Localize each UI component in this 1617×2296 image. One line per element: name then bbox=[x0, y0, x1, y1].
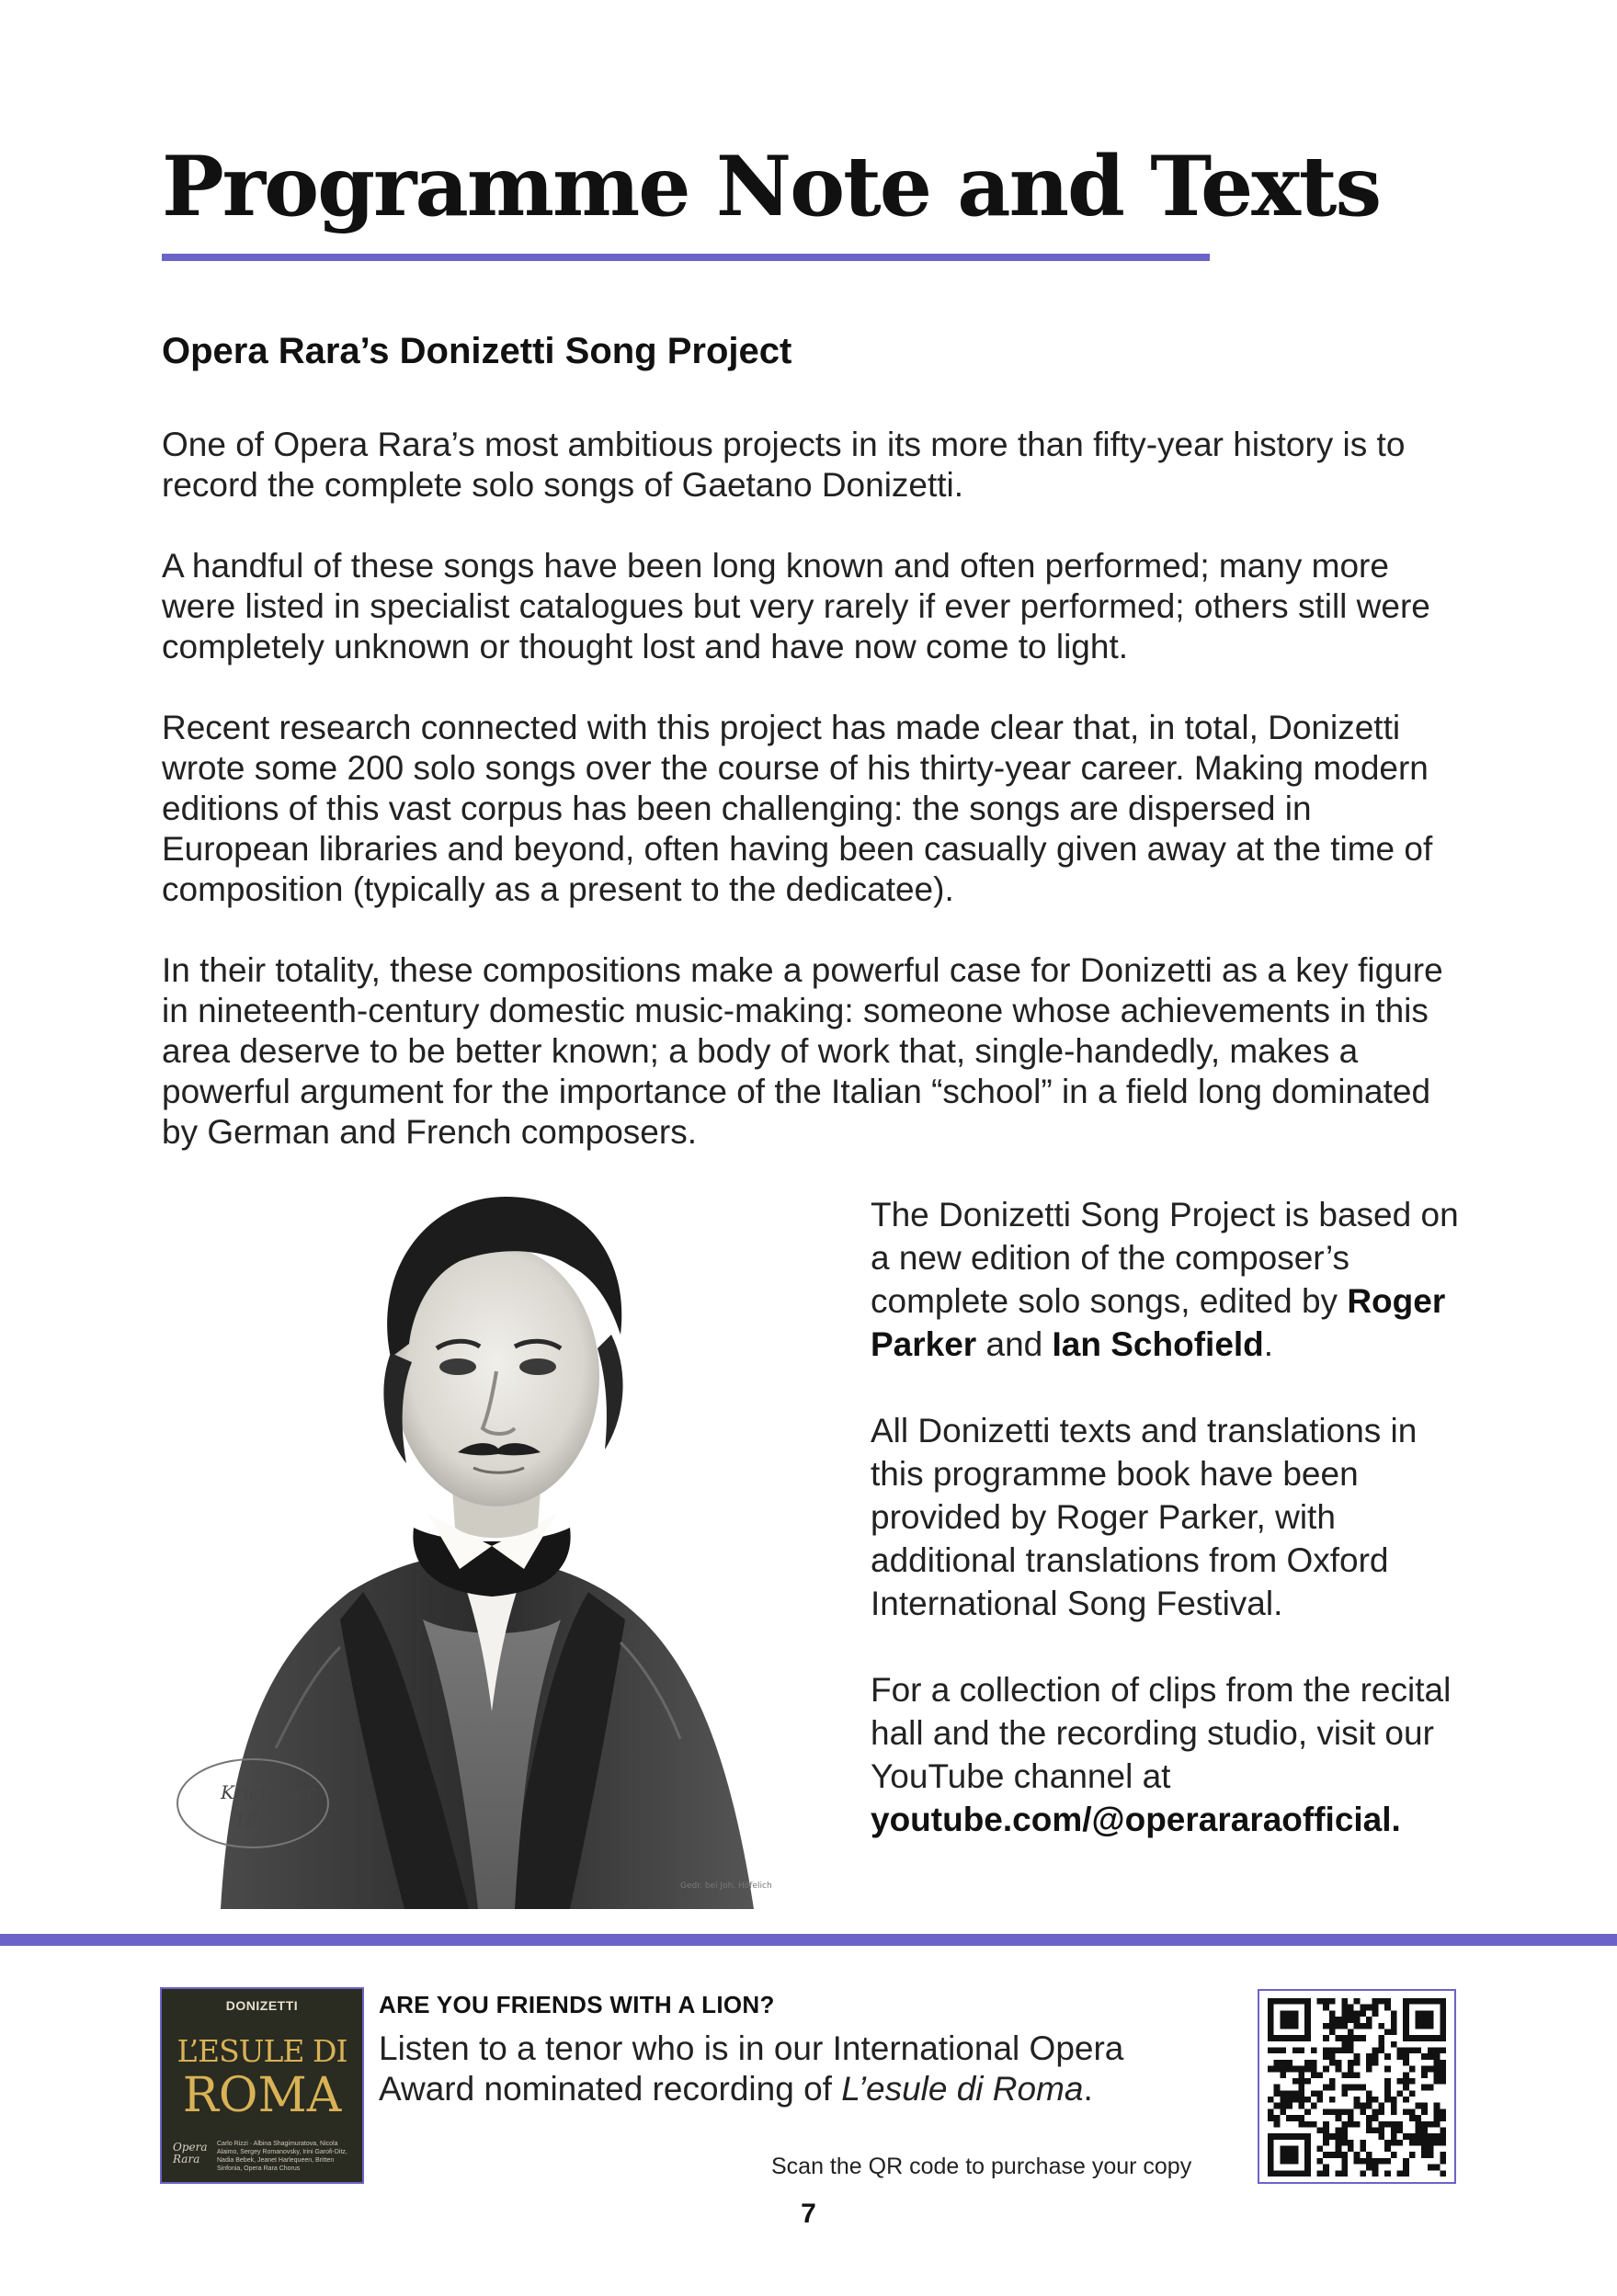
paragraph: A handful of these songs have been long known and often performed; many more were listed in specialist catalogues but very rarely if ever performed; others still were completely unknown or thought lost and have now come to light. bbox=[162, 547, 1430, 665]
portrait-printer-credit: Gedr. bei Joh. Höfelich bbox=[680, 1881, 772, 1891]
portrait-date: 1842 bbox=[234, 1809, 281, 1831]
purchase-qr-code[interactable] bbox=[1258, 1989, 1456, 2184]
editors-paragraph: The Donizetti Song Project is based on a new edition of the composer’s complete solo songs, edited by Roger Parker and Ian Schofield. bbox=[871, 1196, 1459, 1363]
paragraph: Recent research connected with this project has made clear that, in total, Donizetti wrote some 200 solo songs over the course of his thirty-year career. Making modern editions of this vast corpus has been challenging: the songs are dispersed in European libraries and beyond, often having been casually given away at the time of composition (typically as a present to the dedicatee). bbox=[162, 709, 1433, 908]
translations-paragraph: All Donizetti texts and translations in this programme book have been provided by Roger Parker, with additional translations from Oxford International Song Festival. bbox=[871, 1412, 1418, 1622]
album-composer: DONIZETTI bbox=[225, 1998, 299, 2013]
section-heading: Opera Rara’s Donizetti Song Project bbox=[162, 331, 792, 371]
album-title-line1: L’ESULE DI bbox=[177, 2033, 347, 2069]
footer-divider bbox=[0, 1934, 1617, 1946]
donizetti-portrait-image bbox=[165, 1160, 846, 1909]
project-info-column bbox=[871, 1193, 1468, 1841]
editor-name: Roger Parker bbox=[871, 1282, 1446, 1363]
youtube-link[interactable]: youtube.com/@operararaofficial. bbox=[871, 1801, 1401, 1838]
title-underline bbox=[162, 254, 1210, 261]
editor-name: Ian Schofield bbox=[1052, 1325, 1264, 1363]
page-number: 7 bbox=[801, 2199, 816, 2229]
youtube-paragraph: For a collection of clips from the recital hall and the recording studio, visit our YouTube channel at youtube.com/@operararaofficial. bbox=[871, 1671, 1452, 1838]
paragraph: One of Opera Rara’s most ambitious projects in its more than fifty-year history is to record the complete solo songs of Gaetano Donizetti. bbox=[162, 426, 1406, 504]
album-cover-image bbox=[160, 1987, 364, 2184]
promo-text: Listen to a tenor who is in our International Opera Award nominated recording of L’esule di Roma. bbox=[379, 2029, 1124, 2108]
album-credits: Carlo Rizzi · Albina Shagimuratova, Nicola Alaimo, Sergey Romanovsky, Irini Garofi-Ditz, Nadia Bebek, Jeanet Harlequeen, Britten Sinfonia, Opera Rara Chorus bbox=[217, 2141, 347, 2172]
opera-rara-logo: Opera Rara bbox=[173, 2141, 208, 2165]
album-title-line2: ROMA bbox=[182, 2068, 342, 2123]
programme-note-body bbox=[162, 425, 1467, 1153]
paragraph: In their totality, these compositions make a powerful case for Donizetti as a key figure in nineteenth-century domestic music-making: someone whose achievements in this area deserve to be better known; a body of work that, single-handedly, makes a powerful argument for the importance of the Italian “school” in a field long dominated by German and French composers. bbox=[162, 951, 1443, 1151]
qr-caption: Scan the QR code to purchase your copy bbox=[771, 2154, 1192, 2179]
promo-heading: ARE YOU FRIENDS WITH A LION? bbox=[379, 1991, 775, 2018]
page-title: Programme Note and Texts bbox=[162, 138, 1381, 235]
qr-code-icon bbox=[1268, 1998, 1446, 2177]
album-title-link[interactable]: L’esule di Roma bbox=[841, 2070, 1084, 2108]
portrait-signature: Kriehuber bbox=[221, 1781, 315, 1803]
